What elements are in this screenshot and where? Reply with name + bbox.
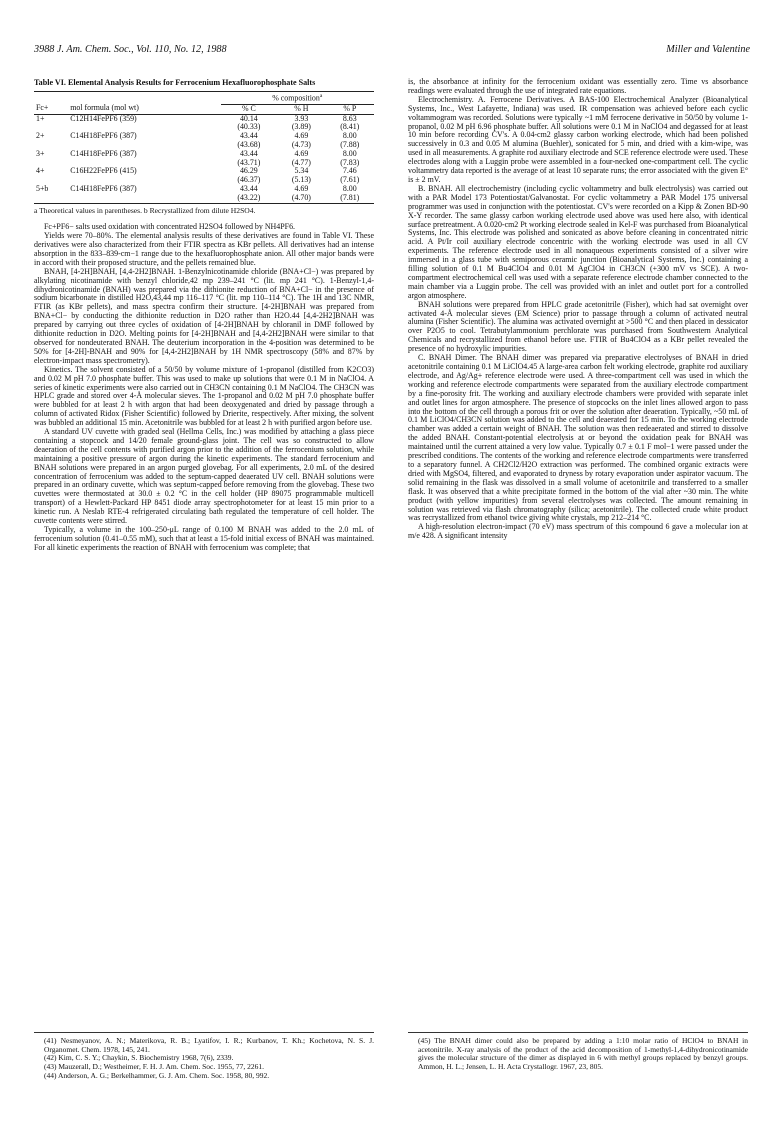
group-header: % composition$^a$ <box>221 92 374 104</box>
cell-p: 8.63 <box>342 113 357 123</box>
cell-h: 5.34 <box>294 166 309 176</box>
footnotes-right <box>408 1032 748 1072</box>
cell-fc: 5+b <box>36 184 49 193</box>
cell-formula: C12H14FePF6 (359) <box>70 113 137 123</box>
paragraph: BNAH, [4-2H]BNAH, [4,4-2H2]BNAH. 1-Benzylnicotinamide chloride (BNA+Cl−) was prepared by alkylating nicotinamide with benzyl chloride,42 mp 239–241 °C (lit. mp 241 °C). 1-Benzyl-1,4-dihydronicotinamide (BNAH) was prepared via the dithionite reduction of BNA+Cl− in the presence of sodium bicarbonate in distilled H2O,43,44 mp 116–117 °C (lit. mp 110–114 °C). The 1H and 13C NMR, FTIR (as KBr pellets), and mass spectra confirm their structure. [4-2H]BNAH was prepared from BNA+Cl− by conducting the dithionite reduction in D2O rather than H2O.44 [4,4-2H2]BNAH was prepared by carrying out three cycles of oxidation of [4-2H]BNAH by chloranil in DMF followed by dithionite reduction in D2O. Melting points for [4-2H]BNAH and [4,4-2H2]BNAH were similar to that observed for nondeuterated BNAH. The deuterium incorporation in the 4-position was determined to be 50% for [4-2H]-BNAH and 90% for [4,4-2H2]BNAH by 1H NMR spectroscopy (58% and 87% by electron-impact mass spectrometry). <box>34 266 374 365</box>
table-footnote: a Theoretical values in parentheses. b Recrystallized from dilute H2SO4. <box>34 205 256 215</box>
cell-p-theoretical: (7.88) <box>340 140 360 150</box>
cell-p-theoretical: (7.83) <box>340 157 360 167</box>
cell-h: 4.69 <box>294 148 309 158</box>
col-header-formula: mol formula (mol wt) <box>68 104 220 114</box>
cell-c: 43.44 <box>239 131 258 141</box>
cell-p-theoretical: (7.81) <box>326 194 374 203</box>
paragraph: A high-resolution electron-impact (70 eV) mass spectrum of this compound 6 gave a molecular ion at m/e 428. A significant intensity <box>408 522 748 541</box>
table-row <box>34 185 374 194</box>
authors: Miller and Valentine <box>666 44 750 55</box>
cell-formula: C16H22FePF6 (415) <box>70 166 137 176</box>
cell-fc: 3+ <box>36 148 45 158</box>
cell-fc: 2+ <box>36 131 45 141</box>
col-header-p: % P <box>326 104 374 114</box>
left-column <box>34 78 374 553</box>
cell-p: 8.00 <box>342 148 357 158</box>
cell-h-theoretical: (4.77) <box>291 157 311 167</box>
cell-p-theoretical: (8.41) <box>340 122 360 132</box>
cell-p: 8.00 <box>342 131 357 141</box>
cell-p: 8.00 <box>342 184 357 193</box>
paragraph: is, the absorbance at infinity for the ferrocenium oxidant was essentially zero. Time vs absorbance readings were evaluated through the use of integrated rate equations. <box>408 77 748 95</box>
footnote-reference: (43) Mauzerall, D.; Westheimer, F. H. J. Am. Chem. Soc. 1955, 77, 2261. <box>44 1062 264 1072</box>
paragraph: Typically, a volume in the 100–250-μL range of 0.100 M BNAH was added to the 2.0 mL of ferrocenium solution (0.41–0.55 mM), such that at least a 15-fold initial excess of BNAH was maintained. For all kinetic experiments the reaction of BNAH with ferrocenium was complete; that <box>34 525 374 552</box>
cell-fc: 1+ <box>36 113 45 123</box>
table-column-headers <box>34 104 374 114</box>
cell-c: 43.44 <box>239 148 258 158</box>
cell-p: 7.46 <box>342 166 357 176</box>
cell-c: 40.14 <box>239 113 258 123</box>
cell-h: 4.69 <box>294 131 309 141</box>
col-header-c: % C <box>221 104 278 114</box>
table-row <box>34 167 374 176</box>
footnote-divider <box>34 1032 374 1033</box>
right-body-text <box>408 78 748 541</box>
cell-c-theoretical: (40.33) <box>237 122 261 132</box>
paragraph: Yields were 70–80%. The elemental analysis results of these derivatives are found in Table VI. These derivatives were also characterized from their FTIR spectra as KBr pellets. All derivatives had an intense absorption in the 833–839-cm−1 range due to the hexafluorophosphate anion. All other major bands were in accord with their proposed structure, and the pellets remained blue. <box>34 231 374 267</box>
footnotes-left <box>34 1032 374 1081</box>
cell-c-theoretical: (43.68) <box>237 140 261 150</box>
paragraph: A standard UV cuvette with graded seal (Hellma Cells, Inc.) was modified by attaching a glass piece containing a stopcock and 14/20 female ground-glass joint. The cell was so constructed to allow deaeration of the cell contents with purified argon prior to the addition of the ferrocenium solution, while maintaining a positive pressure of argon during the kinetic experiments. The standard ferrocenium and BNAH solutions were prepared in an argon purged glovebag. For all experiments, 2.0 mL of the desired concentration of ferrocenium was added to the septum-capped deaerated UV cell. BNAH solutions were prepared in an ordinary cuvette, which was septum-capped before removing from the glovebag. These two cuvettes were thermostated at 30.0 ± 0.2 °C in the cell holder (HP 89075 programmable multicell transport) of a Hewlett-Packard HP 8451 diode array spectrophotometer for at least 15 min prior to a kinetic run. A Neslab RTE-4 refrigerated circulating bath regulated the temperature of cell holder. The cuvette contents were stirred. <box>34 427 374 526</box>
table-row <box>34 132 374 141</box>
cell-formula: C14H18FePF6 (387) <box>70 131 137 141</box>
paragraph: Fc+PF6− salts used oxidation with concentrated H2SO4 followed by NH4PF6. <box>44 222 296 232</box>
cell-c: 43.44 <box>239 184 258 193</box>
cell-h-theoretical: (5.13) <box>291 175 311 185</box>
paragraph: BNAH solutions were prepared from HPLC grade acetonitrile (Fisher), which had sat overnight over activated 4-Å molecular sieves (EM Science) prior to passage through a column of activated neutral alumina (Fisher Scientific). The alumina was activated overnight at >500 °C and then placed in dessicator over P2O5 to cool. Tetrabutylammonium perchlorate was purchased from Southwestern Analytical Chemicals and recrystallized from ethanol before use. FTIR of Bu4ClO4 as a KBr pellet revealed the presence of no hydroxylic impurities. <box>408 299 748 354</box>
cell-p-theoretical: (7.61) <box>340 175 360 185</box>
left-body-text <box>34 223 374 553</box>
cell-c: 46.29 <box>239 166 258 176</box>
footnote-reference: (44) Anderson, A. G.; Berkelhammer, G. J. Am. Chem. Soc. 1958, 80, 992. <box>44 1070 270 1080</box>
right-column <box>408 78 748 541</box>
running-header <box>34 44 750 58</box>
footnote-reference: (41) Nesmeyanov, A. N.; Materikova, R. B.; Lyatifov, I. R.; Kurbanov, T. Kh.; Kochetova, N. S. J. Organomet. Chem. 1978, 145, 241. <box>44 1036 374 1054</box>
paragraph: B. BNAH. All electrochemistry (including cyclic voltammetry and bulk electrolysis) was carried out with a PAR Model 173 Potentiostat/Galvanostat. For cyclic voltammetry a PAR Model 175 universal programmer was used in conjunction with the potentiostat. CV's were recorded on a Kipp & Zonen BD-90 X-Y recorder. The same glassy carbon working electrode used above was used here also, with identical surface pretreatment. A 0.020-cm2 Pt working electrode sealed in Kel-F was purchased from Bioanalytical Systems, Inc. This electrode was polished and sonicated as above before cleaning in concentrated nitric acid. A Pt/Ir coil auxiliary electrode concentric with the working electrode was used in all CV experiments. The reference electrode used in all nonaqueous experiments consisted of a silver wire immersed in a glass tube with semiporous ceramic junction (Bioanalytical Systems, Inc.) containing a filling solution of 0.1 M Bu4ClO4 and 0.01 M AgClO4 in CH3CN (+300 mV vs SCE). A two-compartment electrochemical cell was used with a separate reference electrode chamber connected to the main chamber via a Luggin probe. The cell was provided with an inlet and outlet port for a controlled argon atmosphere. <box>408 183 748 300</box>
table-caption: Table VI. Elemental Analysis Results for Ferrocenium Hexafluorophosphate Salts <box>34 78 316 87</box>
paragraph: Electrochemistry. A. Ferrocene Derivatives. A BAS-100 Electrochemical Analyzer (Bioanalytical Systems, Inc., West Lafayette, Indiana) was used. IR compensation was achieved before each cyclic voltammogram was recorded. Solutions were typically ~1 mM ferrocene derivative in 50/50 by volume 1-propanol, 0.02 M pH 6.96 phosphate buffer. All solutions were 0.1 M in NaClO4 and degassed for at least 10 min before recording CV's. A 0.04-cm2 glassy carbon working electrode, which had been polished successively in 0.3 and 0.05 M alumina (Buehler), sonicated for 5 min, and dried with a kim-wipe, was used in all measurements. A graphite rod auxiliary electrode and SCE reference electrode were used. These electrodes along with a Luggin probe were assembled in a four-necked one-compartment cell. The cyclic voltammetry data reported is the average of at least 10 separate runs; the error associated with the given E° is ± 2 mV. <box>408 94 748 184</box>
cell-formula: C14H18FePF6 (387) <box>70 148 137 158</box>
cell-c-theoretical: (43.71) <box>237 157 261 167</box>
cell-c-theoretical: (46.37) <box>237 175 261 185</box>
cell-h-theoretical: (4.73) <box>291 140 311 150</box>
elemental-analysis-table <box>34 91 374 203</box>
table-row <box>34 114 374 123</box>
cell-h: 4.69 <box>294 184 309 193</box>
col-header-fc: Fc+ <box>34 104 68 114</box>
footnote-divider <box>408 1032 748 1033</box>
footnote-reference: (42) Kim, C. S. Y.; Chaykin, S. Biochemistry 1968, 7(6), 2339. <box>44 1053 234 1063</box>
footnote-reference: (45) The BNAH dimer could also be prepared by adding a 1:10 molar ratio of HClO4 to BNAH in acetonitrile. X-ray analysis of the product of the acid decomposition of 1-methyl-1,4-dihydronicotinamide gives the molecular structure of the dimer as displayed in 6 with methyl groups replaced by benzyl groups. Ammon, H. L.; Jensen, L. H. Acta Crystallogr. 1967, 23, 805. <box>418 1036 748 1072</box>
paragraph: C. BNAH Dimer. The BNAH dimer was prepared via preparative electrolyses of BNAH in dried acetonitrile containing 0.1 M LiClO4.45 A large-area carbon felt working electrode, graphite rod auxiliary electrode, and Ag/Ag+ reference electrode were used. A three-compartment cell was used in which the working and reference electrode compartments were separated from the auxiliary electrode compartment by a fine-porosity frit. The working and auxiliary electrode chambers were provided with separate inlet and outlet lines for argon atmosphere. The presence of stopcocks on the inlet lines allowed argon to pass into the bottom of the cell through a porous frit or over the solution after deaeration. Typically, ~50 mL of 0.1 M LiClO4/CH3CN solution was added to the cell and deaerated for 15 min. To the working electrode chamber was added a certain weight of BNAH. The solution was then redeaerated and stirred to dissolve the added BNAH. Constant-potential electrolysis at or beyond the oxidation peak for BNAH was maintained until the current attained a very low value. Typically 0.7 ± 0.1 F mol−1 were passed under the prescribed conditions. The contents of the working and reference electrode compartments were transferred to a separatory funnel. A CH2Cl2/H2O extraction was performed. The combined organic extracts were dried with MgSO4, filtered, and evaporated to dryness by rotary evaporation under aspirator vacuum. The solid remaining in the flask was dissolved in a small volume of acetonitrile and transferred to a smaller flask. It was observed that a white precipitate formed in the bottom of the vial after ~30 min. The white product (with yellow impurities) from several electrolyses was collected. The amount remaining in solution was retrieved via flash chromatography (silica; acetonitrile). The collected crude white product was recrystallized from ethanol twice giving white crystals, mp 212–214 °C. <box>408 353 748 523</box>
cell-fc: 4+ <box>36 166 45 176</box>
col-header-h: % H <box>277 104 325 114</box>
paragraph: Kinetics. The solvent consisted of a 50/50 by volume mixture of 1-propanol (distilled from K2CO3) and 0.02 M pH 7.0 phosphate buffer. This was used to make up solutions that were 0.1 M in NaClO4. A series of kinetic experiments were also carried out in CH3CN containing 0.1 M NaClO4. The CH3CN was HPLC grade and stored over 4-Å molecular sieves. The 1-propanol and 0.02 M pH 7.0 phosphate buffer were bubbled for at least 2 h with argon that had been deoxygenated and dried by passage through a column of activated Ridox (Fisher Scientific) followed by Drierite, respectively. After mixing, the solvent was bubbled an additional 15 min. Acetonitrile was bubbled for at least 2 h with purified argon before use. <box>34 364 374 428</box>
table-row <box>34 150 374 159</box>
cell-h-theoretical: (3.89) <box>291 122 311 132</box>
cell-c-theoretical: (43.22) <box>221 194 278 203</box>
cell-h-theoretical: (4.70) <box>277 194 325 203</box>
cell-h: 3.93 <box>294 113 309 123</box>
journal-citation: 3988 J. Am. Chem. Soc., Vol. 110, No. 12, 1988 <box>34 44 227 55</box>
cell-formula: C14H18FePF6 (387) <box>70 184 137 193</box>
table-row-theoretical <box>34 194 374 203</box>
